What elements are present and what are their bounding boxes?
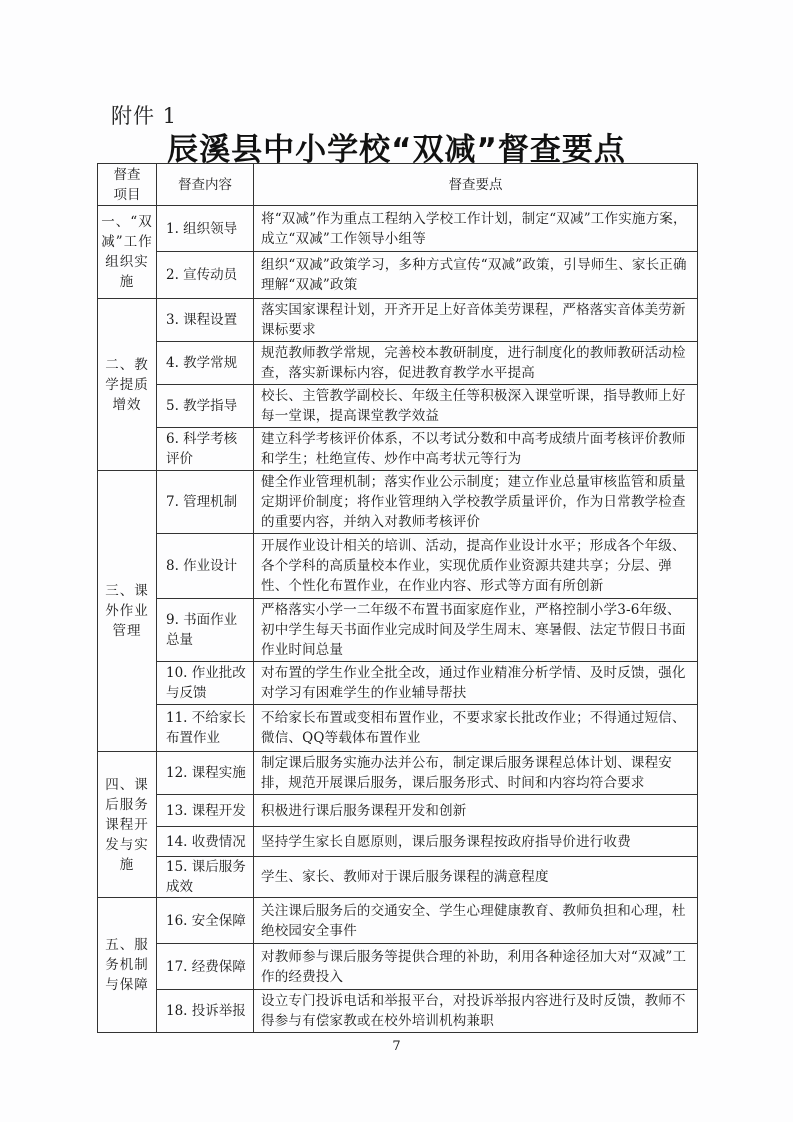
inspection-table	[97, 163, 698, 1033]
table-row	[98, 827, 698, 857]
points-cell: 对布置的学生作业全批全改，通过作业精准分析学情、及时反馈，强化对学习有困难学生的作业辅导帮扶	[254, 662, 698, 705]
table-row	[98, 857, 698, 898]
points-cell: 坚持学生家长自愿原则，课后服务课程按政府指导价进行收费	[254, 827, 698, 857]
content-cell: 1. 组织领导	[157, 206, 254, 252]
points-cell: 关注课后服务后的交通安全、学生心理健康教育、教师负担和心理，杜绝校园安全事件	[254, 898, 698, 944]
points-cell: 落实国家课程计划，开齐开足上好音体美劳课程，严格落实音体美劳新课标要求	[254, 299, 698, 342]
header-category: 督查项目	[98, 164, 157, 206]
category-cell: 一、“双减”工作组织实施	[98, 206, 157, 299]
table-row	[98, 990, 698, 1033]
content-cell: 11. 不给家长布置作业	[157, 705, 254, 752]
category-cell: 二、教学提质增效	[98, 299, 157, 471]
table-row	[98, 299, 698, 342]
points-cell: 对教师参与课后服务等提供合理的补助，利用各种途径加大对“双减”工作的经费投入	[254, 944, 698, 990]
points-cell: 校长、主管教学副校长、年级主任等积极深入课堂听课，指导教师上好每一堂课，提高课堂教学效益	[254, 385, 698, 428]
points-cell: 开展作业设计相关的培训、活动，提高作业设计水平；形成各个年级、各个学科的高质量校本作业，实现优质作业资源共建共享；分层、弹性、个性化布置作业，在作业内容、形式等方面有所创新	[254, 534, 698, 599]
table-row	[98, 342, 698, 385]
points-cell: 积极进行课后服务课程开发和创新	[254, 795, 698, 827]
table-row	[98, 428, 698, 471]
content-cell: 18. 投诉举报	[157, 990, 254, 1033]
content-cell: 10. 作业批改与反馈	[157, 662, 254, 705]
document-title: 辰溪县中小学校“双减”督查要点	[167, 132, 626, 168]
category-cell: 五、服务机制与保障	[98, 898, 157, 1033]
content-cell: 3. 课程设置	[157, 299, 254, 342]
content-cell: 15. 课后服务成效	[157, 857, 254, 898]
content-cell: 9. 书面作业总量	[157, 599, 254, 662]
category-cell: 四、课后服务课程开发与实施	[98, 752, 157, 898]
content-cell: 17. 经费保障	[157, 944, 254, 990]
content-cell: 13. 课程开发	[157, 795, 254, 827]
content-cell: 14. 收费情况	[157, 827, 254, 857]
content-cell: 8. 作业设计	[157, 534, 254, 599]
points-cell: 健全作业管理机制；落实作业公示制度；建立作业总量审核监管和质量定期评价制度；将作业管理纳入学校教学质量评价，作为日常教学检查的重要内容，并纳入对教师考核评价	[254, 471, 698, 534]
points-cell: 建立科学考核评价体系，不以考试分数和中高考成绩片面考核评价教师和学生；杜绝宣传、炒作中高考状元等行为	[254, 428, 698, 471]
table-row	[98, 385, 698, 428]
attachment-label: 附件 1	[111, 104, 178, 128]
table-row	[98, 944, 698, 990]
table-row	[98, 206, 698, 252]
table-row	[98, 795, 698, 827]
points-cell: 严格落实小学一二年级不布置书面家庭作业，严格控制小学3-6年级、初中学生每天书面作业完成时间及学生周末、寒暑假、法定节假日书面作业时间总量	[254, 599, 698, 662]
points-cell: 制定课后服务实施办法并公布，制定课后服务课程总体计划、课程安排，规范开展课后服务，课后服务形式、时间和内容均符合要求	[254, 752, 698, 795]
page-number: 7	[392, 1039, 401, 1054]
category-cell: 三、课外作业管理	[98, 471, 157, 752]
content-cell: 6. 科学考核评价	[157, 428, 254, 471]
content-cell: 4. 教学常规	[157, 342, 254, 385]
points-cell: 规范教师教学常规，完善校本教研制度，进行制度化的教师教研活动检查，落实新课标内容，促进教育教学水平提高	[254, 342, 698, 385]
content-cell: 2. 宣传动员	[157, 252, 254, 299]
content-cell: 12. 课程实施	[157, 752, 254, 795]
points-cell: 设立专门投诉电话和举报平台，对投诉举报内容进行及时反馈，教师不得参与有偿家教或在校外培训机构兼职	[254, 990, 698, 1033]
table-header-row	[98, 164, 698, 206]
table-row	[98, 898, 698, 944]
table-row	[98, 599, 698, 662]
table-row	[98, 705, 698, 752]
content-cell: 7. 管理机制	[157, 471, 254, 534]
points-cell: 不给家长布置或变相布置作业，不要求家长批改作业；不得通过短信、微信、QQ等载体布置作业	[254, 705, 698, 752]
table-row	[98, 662, 698, 705]
table-row	[98, 252, 698, 299]
points-cell: 将“双减”作为重点工程纳入学校工作计划，制定“双减”工作实施方案，成立“双减”工作领导小组等	[254, 206, 698, 252]
content-cell: 5. 教学指导	[157, 385, 254, 428]
header-content: 督查内容	[157, 164, 254, 206]
table-row	[98, 471, 698, 534]
points-cell: 学生、家长、教师对于课后服务课程的满意程度	[254, 857, 698, 898]
table-row	[98, 752, 698, 795]
content-cell: 16. 安全保障	[157, 898, 254, 944]
header-points: 督查要点	[254, 164, 698, 206]
points-cell: 组织“双减”政策学习，多种方式宣传“双减”政策，引导师生、家长正确理解“双减”政策	[254, 252, 698, 299]
table-row	[98, 534, 698, 599]
